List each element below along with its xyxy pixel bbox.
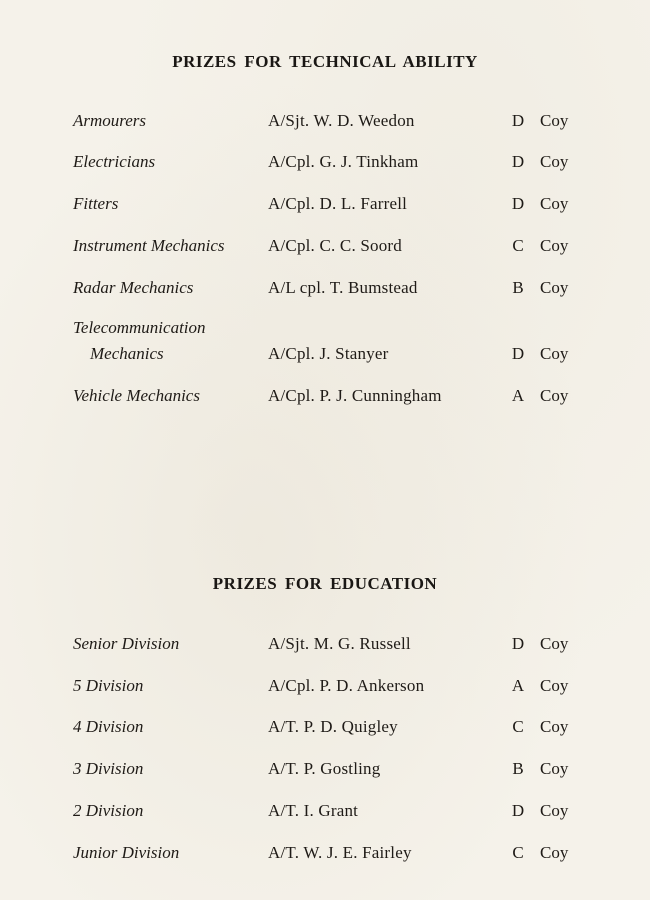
prize-category-line2: Mechanics <box>90 344 164 363</box>
prize-category: Telecommunication <box>73 318 206 337</box>
prize-category: Fitters <box>73 194 119 213</box>
technical-row-radar-mechanics <box>0 278 650 304</box>
technical-row-electricians <box>0 152 650 178</box>
prize-category: Radar Mechanics <box>73 278 194 297</box>
prize-category: 4 Division <box>73 717 144 736</box>
education-row-5-division <box>0 676 650 702</box>
company-letter: D <box>511 194 525 213</box>
winner-name: A/Cpl. P. J. Cunningham <box>268 386 442 405</box>
company-letter: C <box>512 236 524 255</box>
company-word: Coy <box>540 634 569 653</box>
education-row-4-division <box>0 717 650 743</box>
company-letter: C <box>512 717 524 736</box>
company-letter: D <box>511 152 525 171</box>
winner-name: A/T. P. Gostling <box>268 759 381 778</box>
company-letter: D <box>511 801 525 820</box>
winner-name: A/T. P. D. Quigley <box>268 717 398 736</box>
technical-row-telecommunication-mechanics <box>0 344 650 370</box>
technical-row-armourers <box>0 111 650 137</box>
winner-name: A/Cpl. D. L. Farrell <box>268 194 408 213</box>
technical-row-telecommunication-line1 <box>0 318 650 344</box>
company-letter: A <box>511 386 525 405</box>
technical-row-vehicle-mechanics <box>0 386 650 412</box>
company-letter: B <box>512 759 524 778</box>
company-word: Coy <box>540 843 569 862</box>
company-word: Coy <box>540 236 569 255</box>
winner-name: A/T. W. J. E. Fairley <box>268 843 412 862</box>
winner-name: A/Cpl. J. Stanyer <box>268 344 389 363</box>
education-section-title: PRIZES FOR EDUCATION <box>212 574 438 593</box>
company-word: Coy <box>540 386 569 405</box>
education-row-3-division <box>0 759 650 785</box>
company-letter: C <box>512 843 524 862</box>
company-word: Coy <box>540 152 569 171</box>
prize-category: 5 Division <box>73 676 144 695</box>
company-word: Coy <box>540 801 569 820</box>
prize-category: 2 Division <box>73 801 144 820</box>
company-letter: D <box>511 634 525 653</box>
education-row-2-division <box>0 801 650 827</box>
prize-category: Senior Division <box>73 634 180 653</box>
prize-category: Armourers <box>73 111 147 130</box>
technical-row-instrument-mechanics <box>0 236 650 262</box>
company-word: Coy <box>540 194 569 213</box>
winner-name: A/Sjt. M. G. Russell <box>268 634 411 653</box>
company-word: Coy <box>540 717 569 736</box>
technical-section-title: PRIZES FOR TECHNICAL ABILITY <box>172 52 478 71</box>
prize-category: Junior Division <box>73 843 180 862</box>
technical-row-fitters <box>0 194 650 220</box>
company-word: Coy <box>540 111 569 130</box>
education-row-junior-division <box>0 843 650 869</box>
winner-name: A/L cpl. T. Bumstead <box>268 278 418 297</box>
prize-category: Vehicle Mechanics <box>73 386 200 405</box>
winner-name: A/Sjt. W. D. Weedon <box>268 111 415 130</box>
company-word: Coy <box>540 344 569 363</box>
prize-category: Instrument Mechanics <box>73 236 225 255</box>
prize-category: 3 Division <box>73 759 144 778</box>
company-letter: D <box>511 344 525 363</box>
winner-name: A/Cpl. P. D. Ankerson <box>268 676 425 695</box>
winner-name: A/Cpl. G. J. Tinkham <box>268 152 419 171</box>
winner-name: A/Cpl. C. C. Soord <box>268 236 402 255</box>
company-letter: A <box>511 676 525 695</box>
company-letter: B <box>512 278 524 297</box>
company-word: Coy <box>540 676 569 695</box>
company-word: Coy <box>540 759 569 778</box>
company-letter: D <box>511 111 525 130</box>
company-word: Coy <box>540 278 569 297</box>
winner-name: A/T. I. Grant <box>268 801 359 820</box>
education-row-senior-division <box>0 634 650 660</box>
prize-category: Electricians <box>73 152 156 171</box>
